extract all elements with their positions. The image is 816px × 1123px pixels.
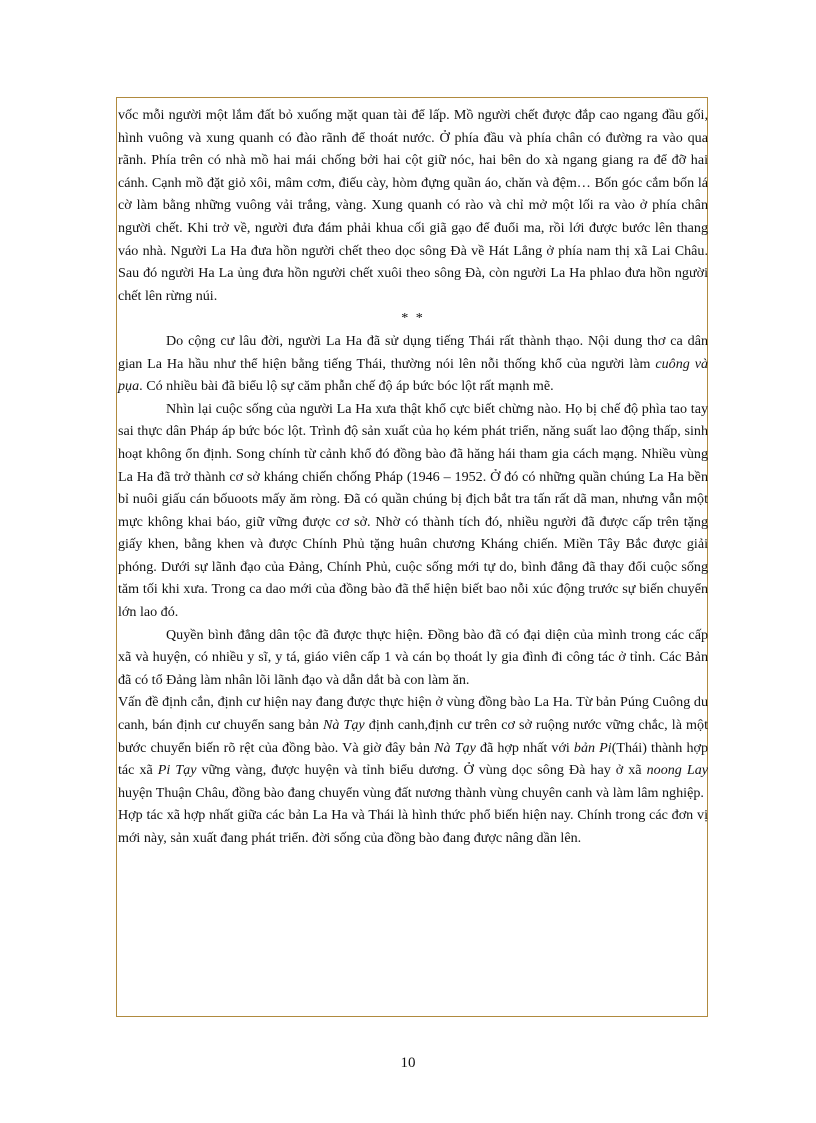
text-run: định canh,định cư trên cơ sở ruộng nước vững chắc, là một bước chuyển biến rõ rệt của đồng bào. Và giờ đây bản [118, 717, 708, 756]
text-run: vốc mỗi người một lắm đất bỏ xuống mặt quan tài để lấp. Mồ người chết được đắp cao ngang đầu gối, hình vuông và xung quanh có đào rãnh để thoát nước. Ở phía đầu và phía chân có đường ra vào qua rãnh. Phía trên có nhà mồ hai mái chống bởi hai cột giữ nóc, hai bên do xà ngang giang ra để đỡ hai cánh. Cạnh mồ đặt giỏ xôi, mâm cơm, điếu cày, hòm đựng quần áo, chăn và đệm… Bốn góc cắm bốn lá cờ làm bằng những vuông vải trắng, vàng. Xung quanh có rào và chỉ mở một lối ra vào ở phía chân người chết. Khi trở về, người đưa đám phải khua cối giã gạo để đuổi ma, rồi lới được bước lên thang váo nhà. Người La Ha đưa hồn người chết theo dọc sông Đà về Hát Lẳng ở phía nam thị xã Lai Châu. Sau đó người Ha La ủng đưa hồn người chết xuôi theo sông Đà, còn người La Ha phlao đưa hồn người chết lên rừng núi. [118, 107, 708, 304]
text-run: . Có nhiều bài đã biểu lộ sự căm phẫn chế độ áp bức bóc lột rất mạnh mẽ. [139, 378, 554, 395]
italic-term: cuông và pụa [118, 355, 708, 395]
italic-term: Nà Tạy [434, 739, 476, 756]
italic-term: Pi Tạy [157, 762, 197, 779]
italic-term: noong Lay [646, 762, 708, 779]
italic-term: bản Pi [573, 739, 612, 756]
text-run: Hợp tác xã hợp nhất giữa các bản La Ha và Thái là hình thức phổ biến hiện nay. Chính trong các đơn vị mới này, sản xuất đang phát triển. đời sống của đồng bào đang được nâng dần lên. [118, 807, 708, 846]
text-run: đã hợp nhất với [475, 739, 574, 756]
text-run: Vấn đề định cắn, định cư hiện nay đang được thực hiện ở vùng đồng bào La Ha. Từ bản Púng Cuông du canh, bán định cư chuyển sang bản [118, 694, 708, 734]
paragraph-burial-customs [118, 104, 708, 307]
text-run: (Thái) thành hợp tác xã [118, 739, 708, 779]
paragraph-settlement [118, 691, 708, 804]
text-run: Do cộng cư lâu đời, người La Ha đã sử dụng tiếng Thái rất thành thạo. Nội dung thơ ca dân gian La Ha hầu như thể hiện bằng tiếng Thái, thường nói lên nỗi thống khổ của người làm [118, 332, 708, 372]
text-run: Nhìn lại cuộc sống của người La Ha xưa thật khổ cực biết chừng nào. Họ bị chế độ phìa tao tay sai thực dân Pháp áp bức bóc lột. Trình độ sản xuất của họ kém phát triển, năng suất lao động thấp, sinh hoạt không ổn định. Song chính từ cảnh khổ đó đồng bào đã hăng hái tham gia cách mạng. Nhiều vùng La Ha đã trở thành cơ sở kháng chiến chống Pháp (1946 – 1952. Ở đó có những quần chúng La Ha bền bỉ nuôi giấu cán bốuoots mấy ăm ròng. Đã có quần chúng bị địch bắt tra tấn rất dã man, nhưng vẫn một mực không khai báo, giữ vững được cơ sở. Nhờ có thành tích đó, nhiều người đã được cấp trên tặng giấy khen, bằng khen và được Chính Phủ tặng huân chương Kháng chiến. Miền Tây Bắc được giải phóng. Dưới sự lãnh đạo của Đảng, Chính Phủ, cuộc sống mới tự do, bình đẳng đã thay đổi cuộc sống tăm tối khi xưa. Trong ca dao mới của đồng bào đã thể hiện biết bao nỗi xúc động trước sự biến chuyển lớn lao đó. [118, 400, 708, 621]
paragraph-history [118, 398, 708, 624]
italic-term: Nà Tạy [322, 717, 365, 734]
paragraph-equality [118, 624, 708, 692]
paragraph-folk-poetry [118, 330, 708, 398]
section-separator: * * [401, 310, 425, 327]
document-body [118, 104, 708, 850]
text-run: Quyền bình đẳng dân tộc đã được thực hiện. Đồng bào đã có đại diện của mình trong các cấp xã và huyện, có nhiều y sĩ, y tá, giáo viên cấp 1 và cán bọ thoát ly gia đình đi công tác ở tỉnh. Các Bản đã có tổ Đảng làm nhân lõi lãnh đạo và dẫn dắt bà con làm ăn. [118, 626, 708, 688]
paragraph-cooperatives [118, 804, 708, 849]
page-number: 10 [400, 1055, 416, 1071]
text-run: huyện Thuận Châu, đồng bào đang chuyển vùng đất nương thành vùng chuyên canh và làm lâm nghiệp. [118, 784, 704, 801]
text-run: vững vàng, được huyện và tỉnh biểu dương. Ở vùng dọc sông Đà hay ở xã [196, 762, 647, 779]
